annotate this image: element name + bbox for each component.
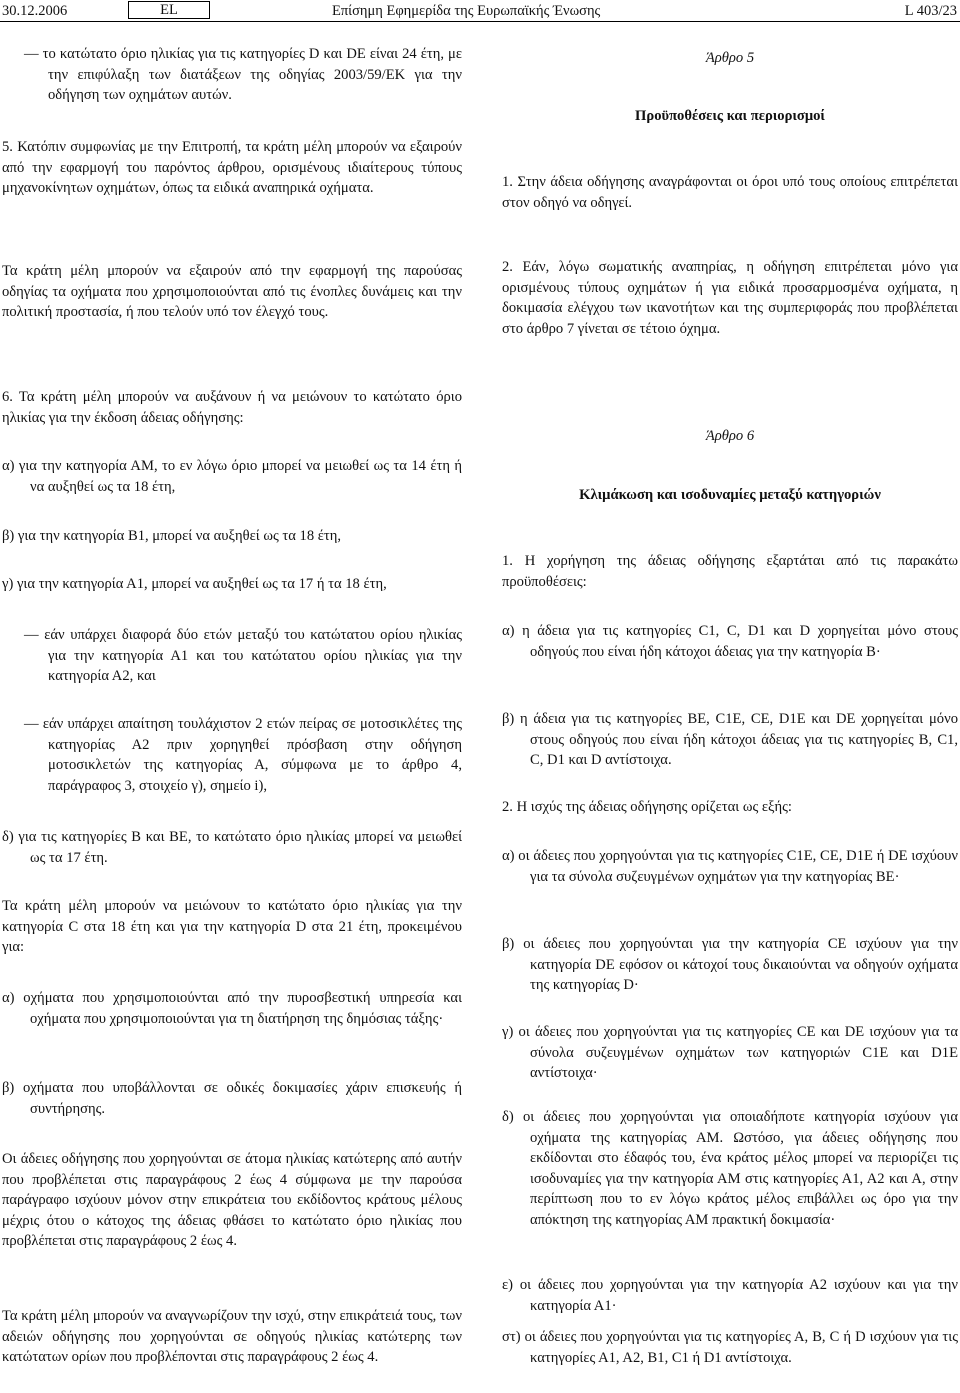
list-item: α) η άδεια για τις κατηγορίες C1, C, D1 και D χορηγείται μόνο στους οδηγούς που είναι ήδη κάτοχοι άδειας για την κατηγορία Β· [502,623,958,660]
list-item: α) για την κατηγορία ΑΜ, το εν λόγω όριο μπορεί να μειωθεί ως τα 14 έτη ή να αυξηθεί ως τα 18 έτη, [2,458,462,495]
list-item: δ) για τις κατηγορίες Β και ΒΕ, το κατώτατο όριο ηλικίας μπορεί να μειωθεί ως τα 17 έτη. [2,829,462,866]
header-rule [0,21,960,22]
paragraph: Οι άδειες οδήγησης που χορηγούνται σε άτομα ηλικίας κατώτερης από αυτήν που προβλέπεται στις παραγράφους 2 έως 4 σύμφωνα με την παρούσα παράγραφο ισχύουν μόνον στην επικράτεια του εκδίδοντος κράτους μέλους μέχρις ότου ο κάτοχος της άδειας φθάσει το κατώτατο όριο ηλικίας που προβλέπεται στις παραγράφους 2 έως 4. [2,1151,462,1250]
article-number: Άρθρο 5 [705,50,755,66]
paragraph: — το κατώτατο όριο ηλικίας για τις κατηγορίες D και DE είναι 24 έτη, με την επιφύλαξη των διατάξεων της οδηγίας 2003/59/ΕΚ για την οδήγηση των οχημάτων αυτών. [24,46,462,104]
journal-title: Επίσημη Εφημερίδα της Ευρωπαϊκής Ένωσης [332,3,601,19]
paragraph: 6. Τα κράτη μέλη μπορούν να αυξάνουν ή να μειώνουν το κατώτατο όριο ηλικίας για την έκδοση άδειας οδήγησης: [2,389,462,426]
paragraph: Τα κράτη μέλη μπορούν να αναγνωρίζουν την ισχύ, στην επικράτειά τους, των αδειών οδήγησης που χορηγούνται σε οδηγούς ηλικίας κατώτερης των κατώτατων ορίων που προβλέπονται στις παραγράφους 2 έως 4. [2,1308,462,1366]
list-item: δ) οι άδειες που χορηγούνται για οποιαδήποτε κατηγορία ισχύουν για οχήματα της κατηγορίας ΑΜ. Ωστόσο, για άδειες οδήγησης που εκδίδονται στο έδαφός του, ένα κράτος μέλος μπορεί να περιορίζει τις ισοδυναμίες για την κατηγορία ΑΜ στις κατηγορίες Α1, Α2 και Α, στην περίπτωση που το εν λόγω κράτος μέλος επιβάλλει ως όρο για την απόκτηση της κατηγορίας ΑΜ πρακτική δοκιμασία· [502,1109,958,1228]
list-item: γ) οι άδειες που χορηγούνται για τις κατηγορίες CE και DE ισχύουν για τα σύνολα συζευγμένων οχημάτων των κατηγοριών C1E και D1E αντίστοιχα· [502,1024,958,1082]
paragraph: Τα κράτη μέλη μπορούν να εξαιρούν από την εφαρμογή της παρούσας οδηγίας τα οχήματα που χρησιμοποιούνται από τις ένοπλες δυνάμεις και την πολιτική προστασία, ή που τελούν υπό τον έλεγχό τους. [2,263,462,321]
paragraph: 1. Η χορήγηση της άδειας οδήγησης εξαρτάται από τις παρακάτω προϋποθέσεις: [502,553,958,590]
list-item: γ) για την κατηγορία Α1, μπορεί να αυξηθεί ως τα 17 ή τα 18 έτη, [2,576,387,592]
list-item: β) οχήματα που υποβάλλονται σε οδικές δοκιμασίες χάριν επισκευής ή συντήρησης. [2,1080,462,1117]
list-item: β) η άδεια για τις κατηγορίες BE, C1E, CE, D1E και DE χορηγείται μόνο στους οδηγούς που είναι ήδη κάτοχοι άδειας για τις κατηγορίες Β, C1, C, D1 και D αντίστοιχα. [502,711,958,769]
list-item: β) οι άδειες που χορηγούνται για την κατηγορία CE ισχύουν για την κατηγορία DE εφόσον οι κάτοχοί τους δικαιούνται να οδηγούν οχήματα της κατηγορίας D· [502,936,958,994]
article-number: Άρθρο 6 [705,428,755,444]
paragraph: 1. Στην άδεια οδήγησης αναγράφονται οι όροι υπό τους οποίους επιτρέπεται στον οδηγό να οδηγεί. [502,174,958,211]
list-item: β) για την κατηγορία Β1, μπορεί να αυξηθεί ως τα 18 έτη, [2,528,342,544]
list-item: στ) οι άδειες που χορηγούνται για τις κατηγορίες Α, Β, C ή D ισχύουν για τις κατηγορίες Α1, Α2, Β1, C1 ή D1 αντίστοιχα. [502,1329,958,1366]
list-item: α) οχήματα που χρησιμοποιούνται από την πυροσβεστική υπηρεσία και οχήματα που χρησιμοποιούνται για τη διατήρηση της δημόσιας τάξης· [2,990,462,1027]
list-item: — εάν υπάρχει διαφορά δύο ετών μεταξύ του κατώτατου ορίου ηλικίας για την κατηγορία Α1 και του κατώτατου ορίου ηλικίας για την κατηγορία Α2, και [24,627,462,685]
page-reference: L 403/23 [904,3,957,19]
paragraph: 2. Εάν, λόγω σωματικής αναπηρίας, η οδήγηση επιτρέπεται μόνο για ορισμένους τύπους οχημάτων ή για ειδικά προσαρμοσμένα οχήματα, η δοκιμασία ελέγχου των ικανοτήτων και της συμπεριφοράς που προβλέπεται στο άρθρο 7 γίνεται σε τέτοιο όχημα. [502,259,958,337]
article-title: Κλιμάκωση και ισοδυναμίες μεταξύ κατηγοριών [579,487,881,503]
article-title: Προϋποθέσεις και περιορισμοί [635,108,825,124]
paragraph: 2. Η ισχύς της άδειας οδήγησης ορίζεται ως εξής: [502,799,792,815]
list-item: — εάν υπάρχει απαίτηση τουλάχιστον 2 ετών πείρας σε μοτοσικλέτες της κατηγορίας Α2 πριν χορηγηθεί πρόσβαση στην οδήγηση μοτοσικλετών της κατηγορίας Α, σύμφωνα με το άρθρο 4, παράγραφος 3, στοιχείο γ), σημείο i), [24,716,462,794]
paragraph: 5. Κατόπιν συμφωνίας με την Επιτροπή, τα κράτη μέλη μπορούν να εξαιρούν από την εφαρμογή του παρόντος άρθρου, ορισμένους ιδιαίτερους τύπους μηχανοκίνητων οχημάτων, όπως τα ειδικά αναπηρικά οχήματα. [2,139,462,197]
list-item: α) οι άδειες που χορηγούνται για τις κατηγορίες C1E, CE, D1E ή DE ισχύουν για τα σύνολα συζευγμένων οχημάτων για την κατηγορίας BE· [502,848,958,885]
header-date: 30.12.2006 [2,3,68,19]
language-badge: EL [128,1,210,19]
list-item: ε) οι άδειες που χορηγούνται για την κατηγορία Α2 ισχύουν και για την κατηγορία Α1· [502,1277,958,1314]
page-header [0,0,960,22]
paragraph: Τα κράτη μέλη μπορούν να μειώνουν το κατώτατο όριο ηλικίας για την κατηγορία C στα 18 έτη και για την κατηγορία D στα 21 έτη, προκειμένου για: [2,898,462,956]
